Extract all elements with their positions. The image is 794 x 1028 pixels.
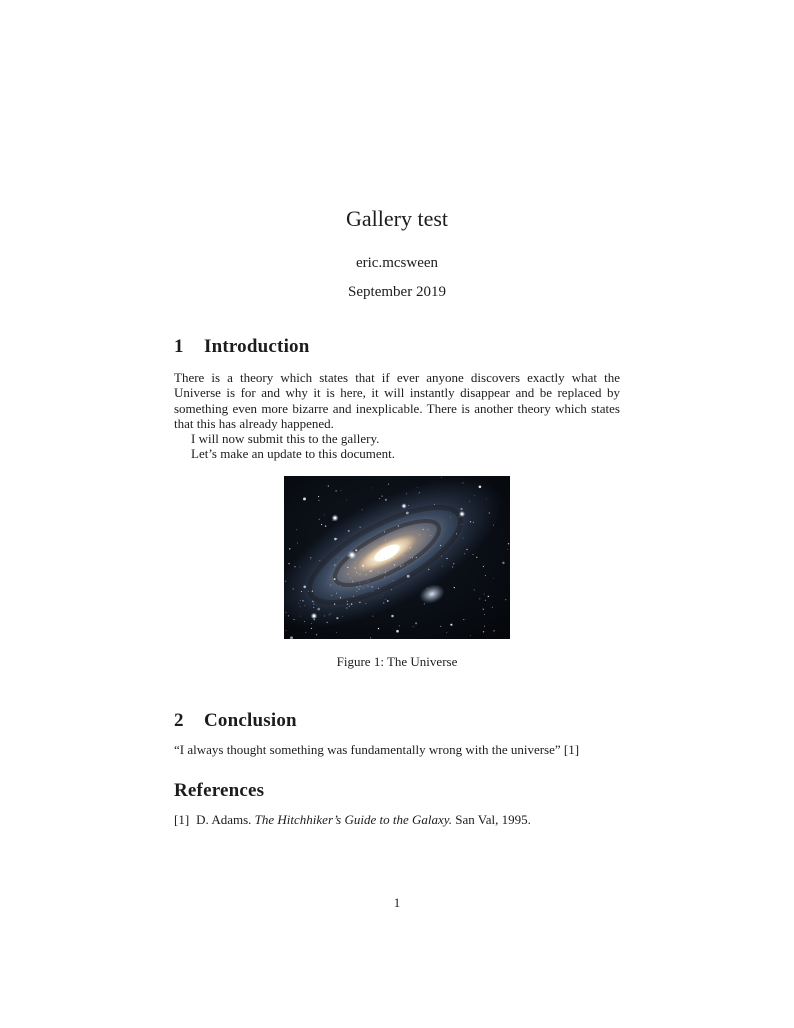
- reference-authors: D. Adams.: [196, 812, 252, 827]
- section-number: 1: [174, 336, 184, 357]
- paragraph: I will now submit this to the gallery.: [191, 431, 380, 447]
- figure-caption: Figure 1: The Universe: [336, 654, 458, 669]
- section-number: 2: [174, 710, 184, 731]
- paragraph: Let’s make an update to this document.: [191, 446, 395, 462]
- section-heading-conclusion: [174, 710, 620, 732]
- reference-item: [174, 812, 620, 827]
- conclusion-quote: “I always thought something was fundamentally wrong with the universe” [1]: [174, 742, 580, 757]
- page-number: 1: [393, 895, 401, 910]
- universe-figure-image: [284, 476, 510, 639]
- introduction-body: [174, 370, 620, 462]
- reference-title: The Hitchhiker’s Guide to the Galaxy.: [254, 812, 453, 827]
- document-date: September 2019: [348, 284, 446, 300]
- paragraph: There is a theory which states that if ever anyone discovers exactly what the Universe is for and why it is here, it will instantly disappear and be replaced by something even more bizarre and inexplicable. There is another theory which states that this has already happened.: [174, 370, 620, 431]
- reference-label: [1]: [174, 812, 190, 827]
- document-author: eric.mcsween: [355, 255, 439, 271]
- section-heading-introduction: [174, 336, 620, 358]
- section-heading-references: References: [174, 780, 265, 801]
- section-title: Conclusion: [204, 710, 297, 731]
- reference-publisher: San Val, 1995.: [455, 812, 531, 827]
- reference-text: [196, 812, 531, 827]
- document-title: Gallery test: [345, 206, 449, 231]
- section-title: Introduction: [204, 336, 310, 357]
